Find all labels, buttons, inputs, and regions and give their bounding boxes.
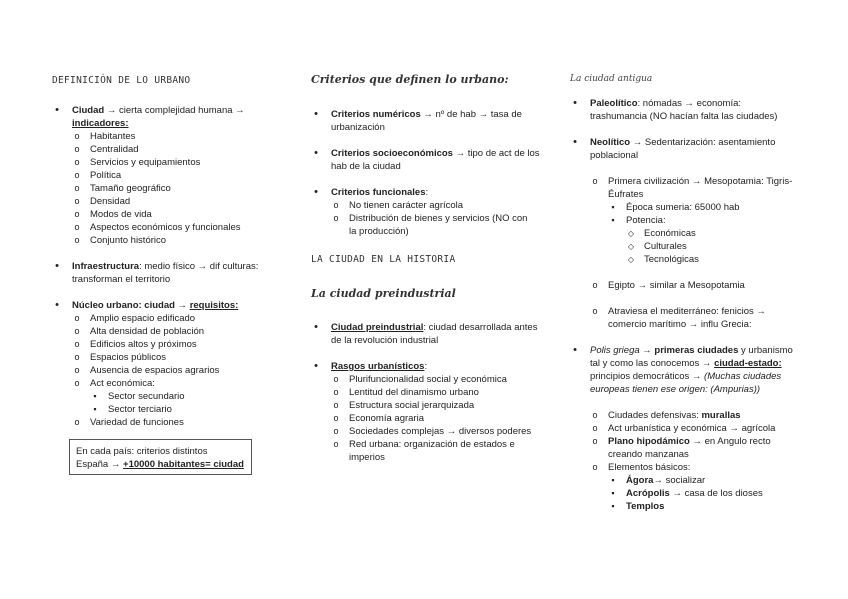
list-item: Egipto → similar a Mesopotamia [608,280,745,291]
square-bullet-icon [608,500,618,513]
polis-line-3: principios democráticos → (Muchas ciudades [590,371,782,382]
criterios-numericos-text: urbanización [331,122,385,133]
circle-bullet-icon [72,234,82,247]
list-item: No tienen carácter agrícola [349,200,464,211]
bullet-icon [311,108,321,121]
list-item: Económicas [644,228,696,239]
nucleo-urbano-line [72,299,272,312]
circle-bullet-icon [72,182,82,195]
list-item: ▪ Sector secundario [72,390,272,403]
list-item: o Habitantes [72,130,272,143]
circle-bullet-icon [331,386,341,399]
list-item: Culturales [644,241,687,252]
circle-bullet-icon [72,416,82,429]
square-bullet-icon [90,403,100,416]
list-item: o Red urbana: organización de estados e [331,438,546,451]
rasgos-list [331,373,546,464]
circle-bullet-icon [331,199,341,212]
list-item: o Sociedades complejas → diversos poderes [331,425,546,438]
list-item: o Amplio espacio edificado [72,312,272,325]
circle-bullet-icon [590,435,600,448]
polis-line-4: europeas tienen ese origen: (Ampurias)) [590,384,761,395]
list-item: Distribución de bienes y servicios (NO con [349,213,528,224]
circle-bullet-icon [331,399,341,412]
square-bullet-icon [90,390,100,403]
section-heading-definicion: DEFINICIÓN DE LO URBANO [52,75,191,86]
list-item: o Política [72,169,272,182]
infraestructura-line: Infraestructura: medio físico → dif culturas: [72,261,259,272]
list-item: o Espacios públicos [72,351,272,364]
polis-line-2: tal y como las conocemos → ciudad-estado: [590,358,782,369]
circle-bullet-icon [590,422,600,435]
rasgos-urbanisticos-line: Rasgos urbanísticos: [331,361,428,372]
bullet-icon [570,97,580,110]
infraestructura-label: Infraestructura [72,261,140,272]
list-item: Éufrates [608,189,644,200]
square-bullet-icon [608,474,618,487]
list-item: Act urbanística y económica → agrícola [608,423,776,434]
list-item: Tecnológicas [644,254,699,265]
box-line-2: España → +10000 habitantes= ciudad [76,459,244,470]
list-item: Templos [626,501,665,512]
ciudad-preindustrial-text: de la revolución industrial [331,335,439,346]
circle-bullet-icon [72,130,82,143]
nucleo-label: Núcleo urbano: ciudad → [72,300,188,311]
circle-bullet-icon [72,156,82,169]
list-item: la producción) [349,226,409,237]
bullet-icon [311,186,321,199]
criterios-socioeconomicos-text: hab de la ciudad [331,161,401,172]
list-item: Plano hipodámico → en Angulo recto [608,436,771,447]
bullet-icon [311,321,321,334]
circle-bullet-icon [590,279,600,292]
circle-bullet-icon [331,373,341,386]
ciudad-label: Ciudad [72,105,105,116]
paleolitico-text: trashumancia (NO hacían falta las ciudades) [590,111,778,122]
list-item: o Variedad de funciones [72,416,272,429]
criterios-numericos-line: Criterios numéricos → nº de hab → tasa de [331,109,522,120]
section-heading-preindustrial: La ciudad preindustrial [311,287,456,300]
list-item: o Ausencia de espacios agrarios [72,364,272,377]
list-item: comercio marítimo → influ Grecia: [608,319,752,330]
square-bullet-icon [608,487,618,500]
ciudad-preindustrial-line: Ciudad preindustrial: ciudad desarrollada antes [331,322,538,333]
list-item: Elementos básicos: [608,462,691,473]
neolitico-text: poblacional [590,150,639,161]
list-item: Atraviesa el mediterráneo: fenicios → [608,306,766,317]
polis-line-1: Polis griega → primeras ciudades y urbanismo [590,345,793,356]
circle-bullet-icon [331,212,341,225]
circle-bullet-icon [331,438,341,451]
list-item: o Densidad [72,195,272,208]
bullet-icon [311,360,321,373]
bullet-icon [52,260,62,273]
square-bullet-icon [608,201,618,214]
habitantes-threshold: +10000 habitantes= ciudad [123,459,244,470]
square-bullet-icon [608,214,618,227]
circle-bullet-icon [72,325,82,338]
requisitos-label: requisitos: [189,300,239,311]
diamond-bullet-icon [626,227,636,240]
circle-bullet-icon [590,305,600,318]
circle-bullet-icon [72,377,82,390]
box-line-1: En cada país: criterios distintos [76,446,208,457]
circle-bullet-icon [590,409,600,422]
requisitos-list [72,312,272,429]
circle-bullet-icon [72,208,82,221]
list-item: o Alta densidad de población [72,325,272,338]
bullet-icon [52,299,62,312]
list-item: o Estructura social jerarquizada [331,399,546,412]
list-item: o Lentitud del dinamismo urbano [331,386,546,399]
criterios-funcionales-line: Criterios funcionales: [331,187,429,198]
circle-bullet-icon [72,195,82,208]
circle-bullet-icon [72,143,82,156]
list-item: o Conjunto histórico [72,234,272,247]
ciudad-text: → cierta complejidad humana → [104,105,245,116]
list-item: Ciudades defensivas: murallas [608,410,741,421]
list-item: Potencia: [626,215,666,226]
circle-bullet-icon [331,412,341,425]
section-heading-criterios: Criterios que definen lo urbano: [311,73,509,86]
circle-bullet-icon [72,169,82,182]
criterios-box [69,439,252,475]
criterios-socioeconomicos-line: Criterios socioeconómicos → tipo de act de los [331,148,540,159]
circle-bullet-icon [331,425,341,438]
list-item: Primera civilización → Mesopotamia: Tigris- [608,176,793,187]
list-item: o Modos de vida [72,208,272,221]
section-heading-ciudad-antigua: La ciudad antigua [570,74,653,84]
infraestructura-text: transforman el territorio [72,274,171,285]
bullet-icon [52,104,62,117]
list-item: o Economía agraria [331,412,546,425]
list-item: imperios [349,452,385,463]
list-item: o Plurifuncionalidad social y económica [331,373,546,386]
indicadores-label: indicadores: [72,118,129,129]
list-item: o Edificios altos y próximos [72,338,272,351]
list-item: o Centralidad [72,143,272,156]
neolitico-line: Neolítico → Sedentarización: asentamiento [590,137,776,148]
bullet-icon [570,344,580,357]
list-item: ▪ Sector terciario [72,403,272,416]
circle-bullet-icon [72,221,82,234]
list-item: o Servicios y equipamientos [72,156,272,169]
section-heading-historia: LA CIUDAD EN LA HISTORIA [311,254,456,265]
ciudad-line [72,104,272,117]
circle-bullet-icon [72,351,82,364]
circle-bullet-icon [590,461,600,474]
paleolitico-line: Paleolítico: nómadas → economía: [590,98,742,109]
circle-bullet-icon [72,364,82,377]
bullet-icon [570,136,580,149]
list-item: o Tamaño geográfico [72,182,272,195]
diamond-bullet-icon [626,253,636,266]
list-item: Ágora→ socializar [626,475,706,486]
list-item: Acrópolis → casa de los dioses [626,488,763,499]
diamond-bullet-icon [626,240,636,253]
list-item: creando manzanas [608,449,689,460]
circle-bullet-icon [590,175,600,188]
list-item: o Aspectos económicos y funcionales [72,221,272,234]
indicadores-list [72,130,272,247]
list-item: Época sumeria: 65000 hab [626,202,740,213]
circle-bullet-icon [72,338,82,351]
bullet-icon [311,147,321,160]
list-item: o Act económica: [72,377,272,390]
circle-bullet-icon [72,312,82,325]
